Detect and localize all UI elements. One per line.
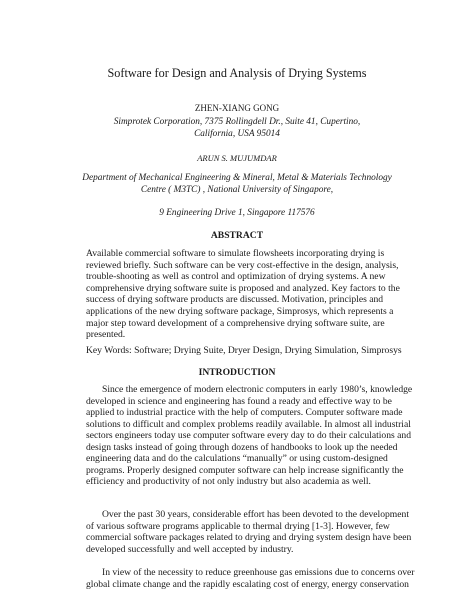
abstract-line: success of drying software products are discussed. Motivation, principles and: [86, 294, 384, 306]
affiliation-address: 9 Engineering Drive 1, Singapore 117576: [159, 208, 315, 218]
abstract-line: presented.: [86, 329, 126, 341]
body-line: efficiency and productivity of not only industry but also academia as well.: [86, 476, 371, 487]
abstract-line: Available commercial software to simulate flowsheets incorporating drying is: [86, 248, 385, 259]
affiliation-1: [40, 116, 434, 141]
keywords: Key Words: Software; Drying Suite, Dryer Design, Drying Simulation, Simprosys: [86, 345, 402, 356]
affiliation-2-line: Department of Mechanical Engineering & Mineral, Metal & Materials Technology: [82, 173, 392, 183]
abstract-line: reviewed briefly. Such software can be very cost-effective in the design, analysis,: [86, 259, 399, 271]
body-line: In view of the necessity to reduce greenhouse gas emissions due to concerns over: [102, 567, 415, 578]
body-line: sectors engineers today use computer software every day to do their calculations and: [86, 430, 412, 441]
affiliation-2: [30, 172, 444, 197]
body-line: design tasks instead of going through dozens of handbooks to look up the needed: [86, 441, 398, 453]
affiliation-1-line: California, USA 95014: [194, 129, 280, 140]
body-line: programs. Properly designed computer software can help increase significantly the: [86, 464, 404, 476]
body-line: developed in science and engineering has found a ready and effective way to be: [86, 395, 392, 407]
abstract-heading: ABSTRACT: [210, 230, 264, 241]
intro-paragraph-1: [86, 384, 413, 488]
intro-paragraph-3: [86, 567, 415, 590]
paper-title: Software for Design and Analysis of Drying Systems: [107, 66, 367, 80]
abstract-line: applications of the new drying software package, Simprosys, which represents a: [86, 305, 394, 317]
body-line: Since the emergence of modern electronic computers in early 1980’s, knowledge: [102, 384, 413, 395]
introduction-heading: INTRODUCTION: [198, 367, 276, 378]
body-line: of various software programs applicable to thermal drying [1-3]. However, few: [86, 520, 390, 532]
abstract-line: comprehensive drying software suite is proposed and analyzed. Key factors to the: [86, 282, 400, 294]
body-line: global climate change and the rapidly escalating cost of energy, energy conservation: [86, 578, 409, 590]
body-line: applied to industrial practice with the help of computers. Computer software made: [86, 407, 403, 418]
affiliation-2-line: Centre ( M3TC) , National University of Singapore,: [140, 185, 334, 196]
body-line: engineering data and do the calculations “manually” or using custom-designed: [86, 453, 388, 464]
intro-paragraph-2: [86, 509, 412, 555]
body-line: Over the past 30 years, considerable effort has been devoted to the development: [102, 509, 409, 520]
abstract-line: trouble-shooting as well as control and optimization of drying systems. A new: [86, 271, 386, 283]
author-2: ARUN S. MUJUMDAR: [197, 153, 277, 163]
author-1: ZHEN-XIANG GONG: [194, 103, 280, 113]
body-line: commercial software packages related to drying and drying system design have been: [86, 532, 412, 543]
abstract-line: major step toward development of a comprehensive drying software suite, are: [86, 317, 385, 329]
body-line: solutions to difficult and complex problems readily available. In almost all industrial: [86, 418, 411, 430]
abstract-text: [86, 248, 398, 341]
body-line: developed successfully and well accepted by industry.: [86, 543, 294, 555]
affiliation-1-line: Simprotek Corporation, 7375 Rollingdell Dr., Suite 41, Cupertino,: [113, 117, 361, 127]
